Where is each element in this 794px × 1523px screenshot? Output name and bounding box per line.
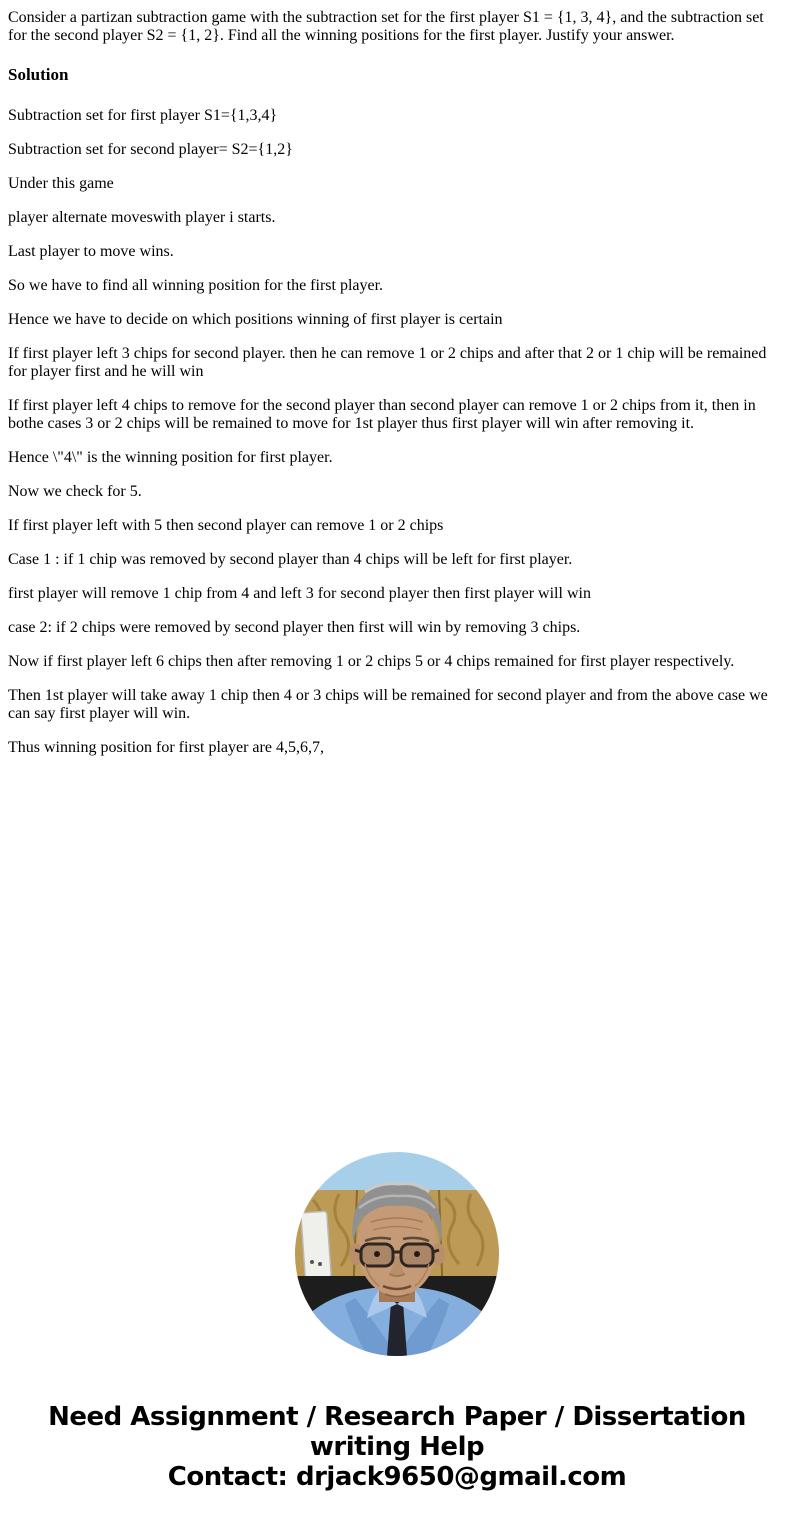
solution-paragraph: If first player left 3 chips for second player. then he can remove 1 or 2 chips and after that 2 or 1 chip will be remained for player first and he will win (8, 345, 767, 380)
solution-paragraph: So we have to find all winning position for the first player. (8, 277, 384, 294)
problem-statement: Consider a partizan subtraction game with the subtraction set for the first player S1 = {1, 3, 4}, and the subtraction set for the second player S2 = {1, 2}. Find all the winning positions for the first player. Justify your answer. (8, 9, 764, 44)
solution-paragraph: Now we check for 5. (8, 483, 142, 500)
solution-paragraphs (8, 107, 770, 757)
solution-paragraph: first player will remove 1 chip from 4 and left 3 for second player then first player will win (8, 585, 591, 602)
solution-paragraph: Subtraction set for second player= S2={1,2} (8, 141, 293, 158)
solution-paragraph: Case 1 : if 1 chip was removed by second player than 4 chips will be left for first player. (8, 551, 573, 568)
solution-paragraph: Now if first player left 6 chips then after removing 1 or 2 chips 5 or 4 chips remained for first player respectively. (8, 653, 735, 670)
solution-paragraph: case 2: if 2 chips were removed by second player then first will win by removing 3 chips. (8, 619, 581, 636)
solution-paragraph: Last player to move wins. (8, 243, 174, 260)
solution-paragraph: Subtraction set for first player S1={1,3,4} (8, 107, 278, 124)
avatar-switch-panel (301, 1211, 332, 1279)
footer-contact-email: Contact: drjack9650@gmail.com (167, 1462, 627, 1492)
avatar-photo-illustration (295, 1152, 499, 1356)
solution-paragraph: player alternate moveswith player i starts. (8, 209, 276, 226)
solution-paragraph: Hence we have to decide on which positions winning of first player is certain (8, 311, 503, 328)
solution-paragraph: Hence \"4\" is the winning position for first player. (8, 449, 333, 466)
solution-paragraph: If first player left 4 chips to remove for the second player than second player can remove 1 or 2 chips from it, then in bothe cases 3 or 2 chips will be remained to move for 1st player thus first player will win after removing it. (8, 397, 756, 432)
footer-banner (0, 1402, 794, 1492)
solution-heading: Solution (8, 65, 69, 84)
footer-help-text: Need Assignment / Research Paper / Dissertation writing Help (48, 1402, 746, 1462)
solution-paragraph: Thus winning position for first player are 4,5,6,7, (8, 739, 324, 756)
solution-paragraph: Then 1st player will take away 1 chip then 4 or 3 chips will be remained for second player and from the above case we can say first player will win. (8, 687, 768, 722)
solution-paragraph: If first player left with 5 then second player can remove 1 or 2 chips (8, 517, 444, 534)
document-content (0, 0, 778, 757)
solution-paragraph: Under this game (8, 175, 114, 192)
avatar (295, 1152, 499, 1356)
